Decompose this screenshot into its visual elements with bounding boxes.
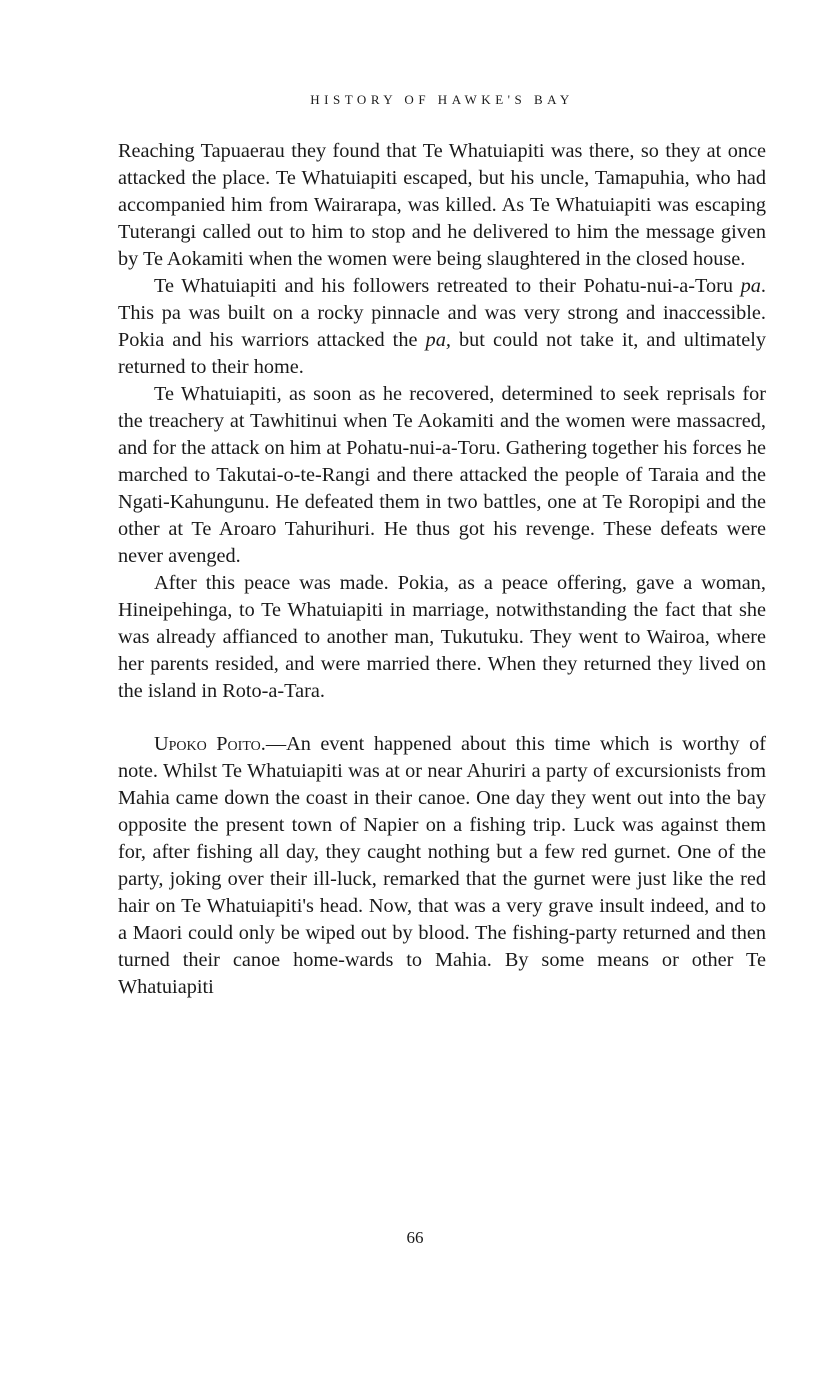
paragraph-text: —An event happened about this time which is worthy of note. Whilst Te Whatuiapiti was at or near Ahuriri a party of excursionists from Mahia came down the coast in their canoe. One day they went out into the bay opposite the present town of Napier on a fishing trip. Luck was against them for, after fishing all day, they caught nothing but a few red gurnet. One of the party, joking over their ill-luck, remarked that the gurnet were just like the red hair on Te Whatuiapiti's head. Now, that was a very grave insult indeed, and to a Maori could only be wiped out by blood. The fishing-party returned and then turned their canoe home-wards to Mahia. By some means or other Te Whatuiapiti (118, 733, 766, 998)
paragraph-text: Reaching Tapuaerau they found that Te Whatuiapiti was there, so they at once attacked the place. Te Whatuiapiti escaped, but his uncle, Tamapuhia, who had accompanied him from Wairarapa, was killed. As Te Whatuiapiti was escaping Tuterangi called out to him to stop and he delivered to him the message given by Te Aokamiti when the women were being slaughtered in the closed house. (118, 140, 766, 270)
italic-term-pa: pa (740, 275, 761, 297)
paragraph-reaching-tapuaerau (118, 138, 766, 273)
body-text (118, 138, 766, 1001)
book-page (118, 92, 766, 1001)
running-head: HISTORY OF HAWKE'S BAY (310, 92, 574, 107)
paragraph-text: After this peace was made. Pokia, as a peace offering, gave a woman, Hineipehinga, to Te Whatuiapiti in marriage, notwithstanding the fact that she was already affianced to another man, Tukutuku. They went to Wairoa, where her parents resided, and were married there. When they returned they lived on the island in Roto-a-Tara. (118, 572, 766, 702)
paragraph-text: but could not take it, and ultimately returned to their home. (118, 329, 766, 378)
page-number: 66 (406, 1228, 424, 1247)
paragraph-pohatu-nui-a-toru (118, 273, 766, 381)
paragraph-reprisals (118, 381, 766, 570)
paragraph-upoko-poito (118, 731, 766, 1001)
paragraph-text: . This pa was built on a rocky pinnacle and was very strong and inaccessible. Pokia and his warriors attacked the (118, 275, 766, 351)
paragraph-peace-made (118, 570, 766, 705)
section-heading-upoko-poito: Upoko Poito. (154, 733, 266, 755)
italic-term-pa: pa, (425, 329, 451, 351)
paragraph-text: Te Whatuiapiti and his followers retreated to their Pohatu-nui-a-Toru (154, 275, 741, 297)
paragraph-text: Te Whatuiapiti, as soon as he recovered, determined to seek reprisals for the treachery at Tawhitinui when Te Aokamiti and the women were massacred, and for the attack on him at Pohatu-nui-a-Toru. Gathering together his forces he marched to Takutai-o-te-Rangi and there attacked the people of Taraia and the Ngati-Kahungunu. He defeated them in two battles, one at Te Roropipi and the other at Te Aroaro Tahurihuri. He thus got his revenge. These defeats were never avenged. (118, 383, 766, 567)
